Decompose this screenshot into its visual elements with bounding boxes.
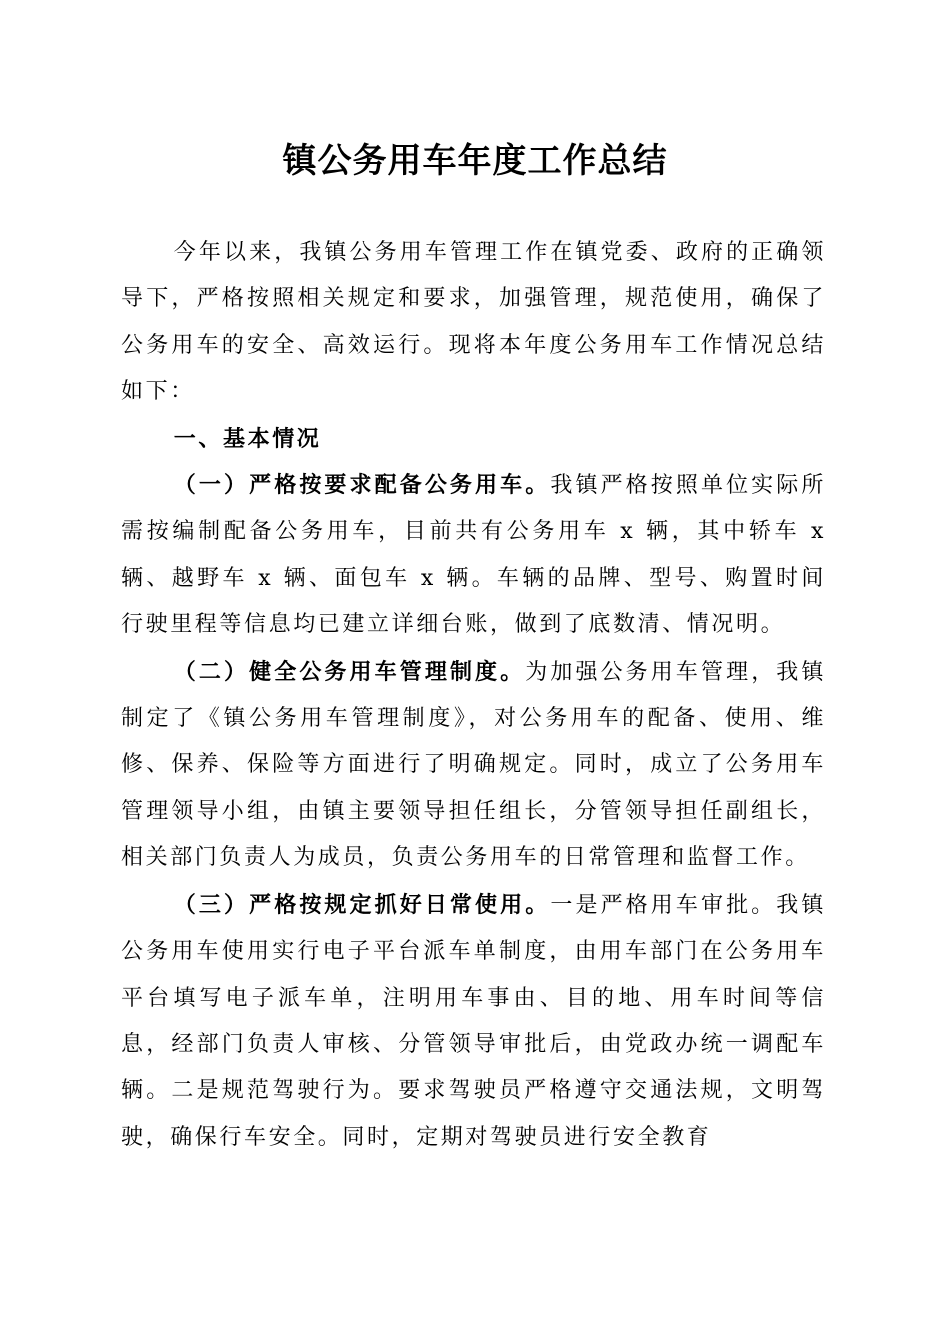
document-title: 镇公务用车年度工作总结 (282, 141, 668, 181)
document-body (121, 230, 826, 1161)
paragraph-text: 为加强公务用车管理，我镇制定了《镇公务用车管理制度》，对公务用车的配备、使用、维修、保养、保险等方面进行了明确规定。同时，成立了公务用车管理领导小组，由镇主要领导担任组长，分管领导担任副组长，相关部门负责人为成员，负责公务用车的日常管理和监督工作。 (121, 659, 827, 871)
paragraph-lead: （一）严格按要求配备公务用车。 (173, 472, 551, 499)
section-heading: 一、基本情况 (173, 425, 322, 452)
section-paragraph-1 (121, 462, 826, 649)
section-paragraph-2 (121, 649, 826, 882)
section-paragraph-3 (121, 882, 826, 1161)
paragraph-lead: （二）健全公务用车管理制度。 (173, 658, 526, 685)
intro-paragraph: 今年以来，我镇公务用车管理工作在镇党委、政府的正确领导下，严格按照相关规定和要求，加强管理，规范使用，确保了公务用车的安全、高效运行。现将本年度公务用车工作情况总结如下： (121, 240, 826, 405)
paragraph-text: 我镇严格按照单位实际所需按编制配备公务用车，目前共有公务用车 x 辆，其中轿车 x 辆、越野车 x 辆、面包车 x 辆。车辆的品牌、型号、购置时间行驶里程等信息均已建立详细台账，做到了底数清、情况明。 (121, 473, 826, 638)
paragraph-text: 一是严格用车审批。我镇公务用车使用实行电子平台派车单制度，由用车部门在公务用车平台填写电子派车单，注明用车事由、目的地、用车时间等信息，经部门负责人审核、分管领导审批后，由党政办统一调配车辆。二是规范驾驶行为。要求驾驶员严格遵守交通法规，文明驾驶，确保行车安全。同时，定期对驾驶员进行安全教育 (121, 892, 826, 1150)
paragraph-lead: （三）严格按规定抓好日常使用。 (173, 891, 551, 918)
